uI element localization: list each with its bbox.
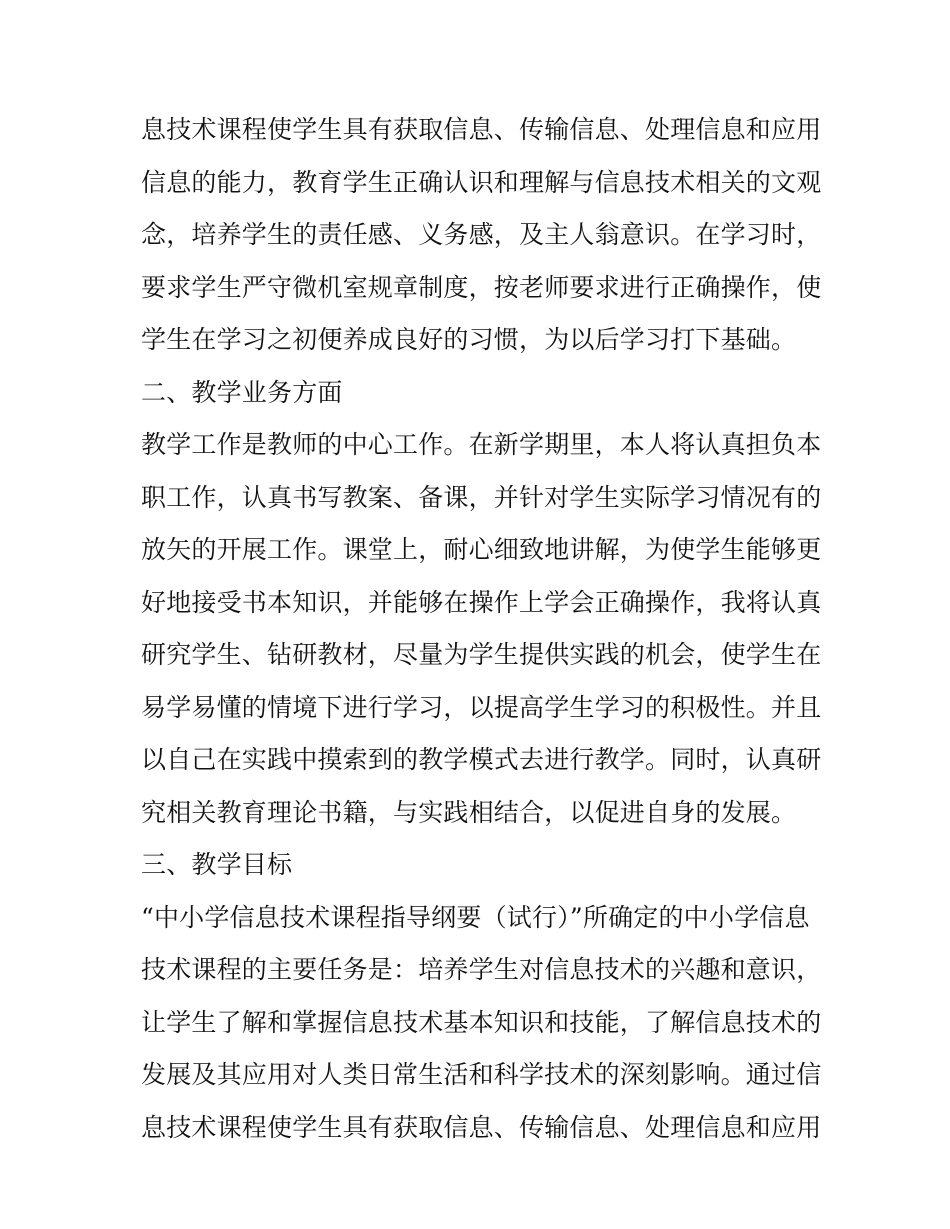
text-line-13: 以自己在实践中摸索到的教学模式去进行教学。同时，认真研	[141, 745, 822, 774]
text-line-4: 要求学生严守微机室规章制度，按老师要求进行正确操作，使	[141, 272, 822, 302]
text-line-14: 究相关教育理论书籍，与实践相结合，以促进自身的发展。	[141, 797, 797, 827]
text-line-12: 易学易懂的情境下进行学习，以提高学生学习的积极性。并且	[141, 692, 822, 722]
text-line-9: 放矢的开展工作。课堂上，耐心细致地讲解，为使学生能够更	[141, 535, 822, 564]
text-line-3: 念，培养学生的责任感、义务感，及主人翁意识。在学习时，	[141, 220, 822, 249]
text-line-17: 技术课程的主要任务是：培养学生对信息技术的兴趣和意识，	[141, 955, 822, 984]
text-line-11: 研究学生、钻研教材，尽量为学生提供实践的机会，使学生在	[141, 640, 822, 669]
text-line-1: 息技术课程使学生具有获取信息、传输信息、处理信息和应用	[141, 115, 822, 144]
section-heading-teaching-goals: 三、教学目标	[141, 850, 293, 879]
text-line-7: 教学工作是教师的中心工作。在新学期里，本人将认真担负本	[141, 430, 822, 459]
text-line-2: 信息的能力，教育学生正确认识和理解与信息技术相关的文观	[141, 167, 822, 197]
text-line-5: 学生在学习之初便养成良好的习惯，为以后学习打下基础。	[141, 325, 797, 354]
document-body	[141, 104, 821, 1154]
text-line-19: 发展及其应用对人类日常生活和科学技术的深刻影响。通过信	[141, 1060, 822, 1089]
text-line-18: 让学生了解和掌握信息技术基本知识和技能，了解信息技术的	[141, 1007, 822, 1037]
text-line-8: 职工作，认真书写教案、备课，并针对学生实际学习情况有的	[141, 482, 822, 512]
text-line-20: 息技术课程使学生具有获取信息、传输信息、处理信息和应用	[141, 1112, 822, 1142]
text-line-16: “中小学信息技术课程指导纲要（试行）”所确定的中小学信息	[141, 902, 810, 932]
section-heading-teaching-business: 二、教学业务方面	[141, 377, 343, 407]
text-line-10: 好地接受书本知识，并能够在操作上学会正确操作，我将认真	[141, 587, 822, 617]
